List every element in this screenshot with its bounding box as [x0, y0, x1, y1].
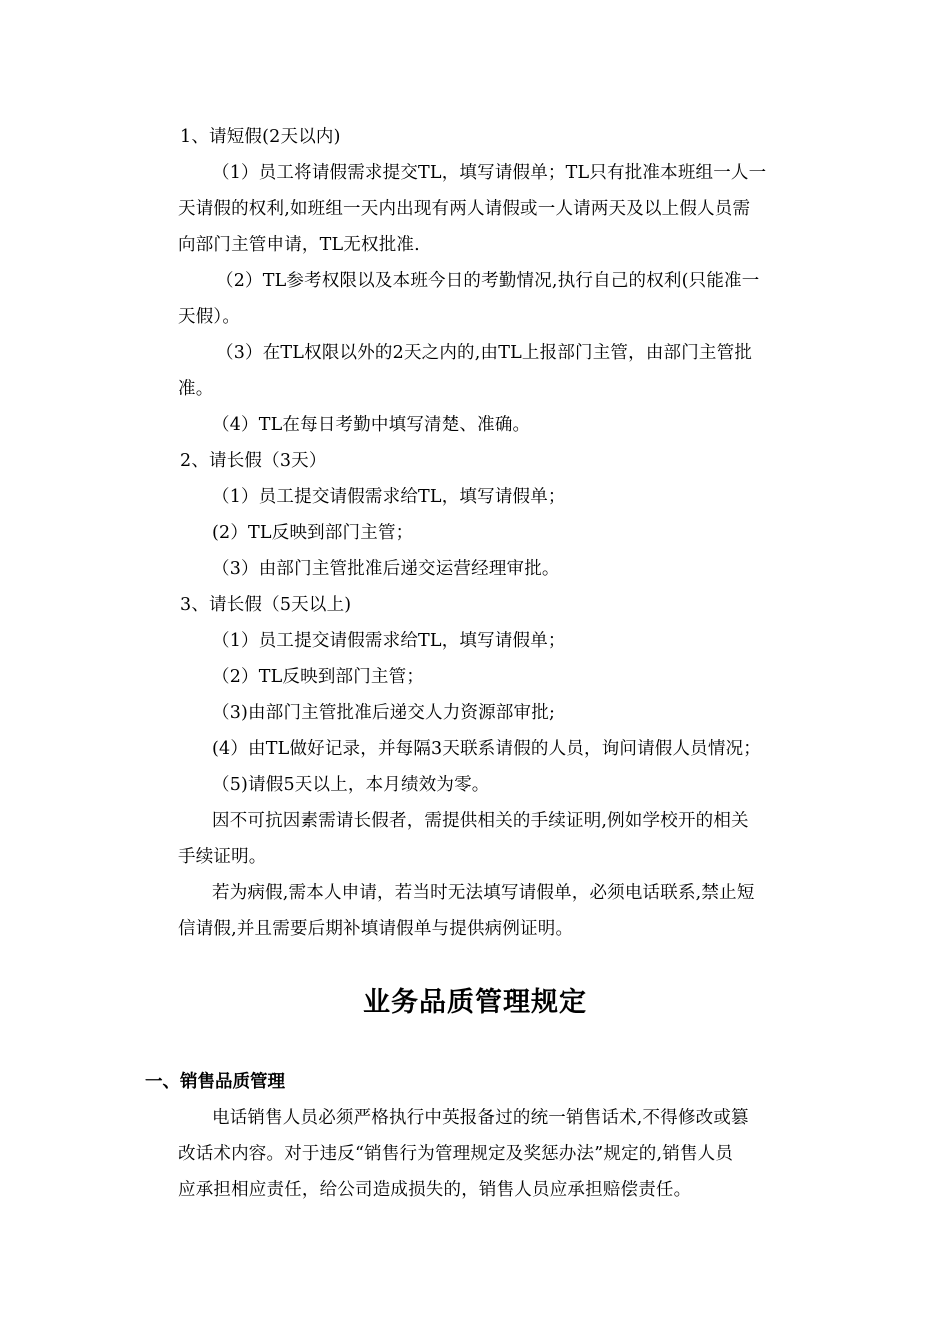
- force-majeure-line2: 手续证明。: [178, 847, 267, 867]
- short-leave-item2-line1: （2）TL参考权限以及本班今日的考勤情况,执行自己的权利(只能准一: [216, 271, 760, 291]
- long-leave-5-heading: 3、请长假（5天以上): [180, 595, 352, 615]
- long-leave-5-item3: （3)由部门主管批准后递交人力资源部审批;: [212, 703, 556, 723]
- short-leave-item2-line2: 天假）。: [178, 307, 241, 327]
- sick-leave-line1: 若为病假,需本人申请，若当时无法填写请假单，必须电话联系,禁止短: [212, 883, 755, 903]
- short-leave-item1-line1: （1）员工将请假需求提交TL，填写请假单；TL只有批准本班组一人一: [212, 163, 767, 183]
- short-leave-item3-line2: 准。: [178, 379, 214, 399]
- long-leave-3-item3: （3）由部门主管批准后递交运营经理审批。: [212, 559, 560, 579]
- quality-title: 业务品质管理规定: [363, 987, 587, 1018]
- long-leave-5-item2: （2）TL反映到部门主管；: [212, 667, 425, 687]
- long-leave-5-item4: (4）由TL做好记录，并每隔3天联系请假的人员，询问请假人员情况；: [212, 739, 761, 759]
- short-leave-item1-line3: 向部门主管申请，TL无权批准.: [178, 235, 420, 255]
- sales-quality-para-line2: 改话术内容。对于违反“销售行为管理规定及奖惩办法”规定的,销售人员: [178, 1144, 734, 1164]
- short-leave-item4: （4）TL在每日考勤中填写清楚、准确。: [212, 415, 531, 435]
- sales-quality-para-line1: 电话销售人员必须严格执行中英报备过的统一销售话术,不得修改或篡: [212, 1108, 749, 1128]
- long-leave-5-item1: （1）员工提交请假需求给TL，填写请假单；: [212, 631, 566, 651]
- sick-leave-line2: 信请假,并且需要后期补填请假单与提供病例证明。: [178, 919, 574, 939]
- short-leave-item1-line2: 天请假的权利,如班组一天内出现有两人请假或一人请两天及以上假人员需: [178, 199, 751, 219]
- sales-quality-heading: 一、销售品质管理: [145, 1072, 285, 1092]
- long-leave-3-item2: (2）TL反映到部门主管；: [212, 523, 414, 543]
- force-majeure-line1: 因不可抗因素需请长假者，需提供相关的手续证明,例如学校开的相关: [212, 811, 749, 831]
- long-leave-5-item5: （5)请假5天以上，本月绩效为零。: [212, 775, 490, 795]
- long-leave-3-heading: 2、请长假（3天）: [180, 451, 327, 471]
- short-leave-item3-line1: （3）在TL权限以外的2天之内的,由TL上报部门主管，由部门主管批: [216, 343, 753, 363]
- sales-quality-para-line3: 应承担相应责任，给公司造成损失的，销售人员应承担赔偿责任。: [178, 1180, 692, 1200]
- short-leave-heading: 1、请短假(2天以内): [180, 127, 341, 147]
- long-leave-3-item1: （1）员工提交请假需求给TL，填写请假单；: [212, 487, 566, 507]
